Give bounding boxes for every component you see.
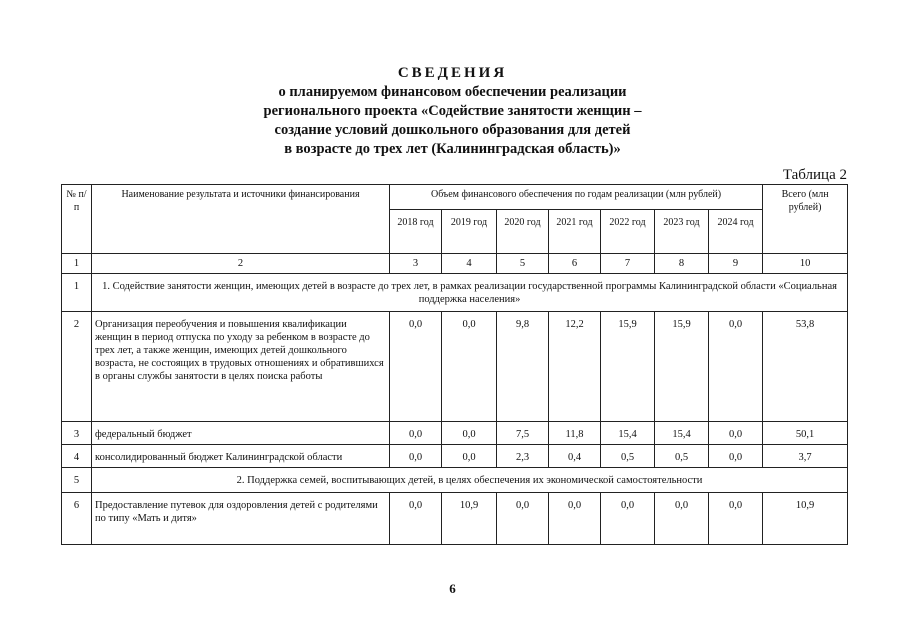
row-value: 15,9 bbox=[655, 312, 709, 422]
section-title: 2. Поддержка семей, воспитывающих детей, в целях обеспечения их экономической самостоятельности bbox=[92, 468, 848, 493]
title-line-1: о планируемом финансовом обеспечении реализации bbox=[278, 84, 627, 100]
title-line-3: создание условий дошкольного образования для детей bbox=[274, 122, 631, 138]
table-row bbox=[62, 445, 848, 468]
row-total: 50,1 bbox=[763, 422, 848, 445]
row-value: 0,0 bbox=[709, 422, 763, 445]
row-value: 15,9 bbox=[601, 312, 655, 422]
row-num: 3 bbox=[62, 422, 92, 445]
section-title: 1. Содействие занятости женщин, имеющих детей в возрасте до трех лет, в рамках реализации государственной программы Калининградской области «Социальная поддержка населения» bbox=[92, 274, 848, 312]
row-num: 4 bbox=[62, 445, 92, 468]
row-value: 9,8 bbox=[497, 312, 549, 422]
table-row-section bbox=[62, 468, 848, 493]
row-name: консолидированный бюджет Калининградской области bbox=[92, 445, 390, 468]
row-value: 0,0 bbox=[601, 493, 655, 545]
row-value: 10,9 bbox=[442, 493, 497, 545]
col-number: 3 bbox=[390, 254, 442, 274]
title-line-2: регионального проекта «Содействие занятости женщин – bbox=[263, 103, 642, 119]
col-number: 4 bbox=[442, 254, 497, 274]
header-volume: Объем финансового обеспечения по годам реализации (млн рублей) bbox=[390, 185, 763, 210]
row-name: Предоставление путевок для оздоровления детей с родителями по типу «Мать и дитя» bbox=[92, 493, 390, 545]
header-year: 2018 год bbox=[390, 210, 442, 254]
header-year: 2019 год bbox=[442, 210, 497, 254]
title-line-4: в возрасте до трех лет (Калининградская область)» bbox=[284, 141, 621, 157]
row-total: 53,8 bbox=[763, 312, 848, 422]
col-number: 5 bbox=[497, 254, 549, 274]
header-name: Наименование результата и источники финансирования bbox=[92, 185, 390, 254]
row-total: 10,9 bbox=[763, 493, 848, 545]
financing-table bbox=[61, 184, 848, 545]
row-value: 0,0 bbox=[709, 493, 763, 545]
document-title bbox=[0, 64, 905, 159]
row-total: 3,7 bbox=[763, 445, 848, 468]
row-value: 7,5 bbox=[497, 422, 549, 445]
row-value: 0,0 bbox=[390, 422, 442, 445]
header-total: Всего (млн рублей) bbox=[763, 185, 848, 254]
row-value: 0,5 bbox=[601, 445, 655, 468]
row-value: 0,0 bbox=[390, 312, 442, 422]
table-row-section bbox=[62, 274, 848, 312]
col-number: 9 bbox=[709, 254, 763, 274]
row-name: федеральный бюджет bbox=[92, 422, 390, 445]
col-number: 8 bbox=[655, 254, 709, 274]
row-value: 0,5 bbox=[655, 445, 709, 468]
table-row bbox=[62, 422, 848, 445]
row-value: 2,3 bbox=[497, 445, 549, 468]
row-num: 1 bbox=[62, 274, 92, 312]
row-name: Организация переобучения и повышения квалификации женщин в период отпуска по уходу за ребенком в возрасте до трех лет, а также женщин, имеющих детей дошкольного возраста, не состоящих в трудовых отношениях и обратившихся в органы службы занятости в целях поиска работы bbox=[92, 312, 390, 422]
page-number: 6 bbox=[449, 581, 456, 596]
header-year: 2022 год bbox=[601, 210, 655, 254]
row-num: 2 bbox=[62, 312, 92, 422]
table-row bbox=[62, 493, 848, 545]
row-value: 0,0 bbox=[442, 312, 497, 422]
table-label: Таблица 2 bbox=[782, 167, 847, 183]
row-value: 0,0 bbox=[442, 445, 497, 468]
header-num: № п/п bbox=[62, 185, 92, 254]
header-row-1 bbox=[62, 185, 848, 210]
column-numbers-row bbox=[62, 254, 848, 274]
row-value: 0,4 bbox=[549, 445, 601, 468]
row-value: 0,0 bbox=[390, 445, 442, 468]
row-value: 0,0 bbox=[497, 493, 549, 545]
row-value: 11,8 bbox=[549, 422, 601, 445]
header-year: 2021 год bbox=[549, 210, 601, 254]
row-value: 0,0 bbox=[709, 445, 763, 468]
row-num: 5 bbox=[62, 468, 92, 493]
row-value: 15,4 bbox=[655, 422, 709, 445]
header-year: 2024 год bbox=[709, 210, 763, 254]
row-value: 0,0 bbox=[655, 493, 709, 545]
header-year: 2020 год bbox=[497, 210, 549, 254]
row-value: 0,0 bbox=[442, 422, 497, 445]
col-number: 10 bbox=[763, 254, 848, 274]
col-number: 6 bbox=[549, 254, 601, 274]
row-value: 15,4 bbox=[601, 422, 655, 445]
table-row bbox=[62, 312, 848, 422]
row-value: 12,2 bbox=[549, 312, 601, 422]
col-number: 2 bbox=[92, 254, 390, 274]
header-year: 2023 год bbox=[655, 210, 709, 254]
row-num: 6 bbox=[62, 493, 92, 545]
row-value: 0,0 bbox=[709, 312, 763, 422]
col-number: 7 bbox=[601, 254, 655, 274]
title-main: СВЕДЕНИЯ bbox=[397, 65, 508, 81]
col-number: 1 bbox=[62, 254, 92, 274]
row-value: 0,0 bbox=[549, 493, 601, 545]
row-value: 0,0 bbox=[390, 493, 442, 545]
